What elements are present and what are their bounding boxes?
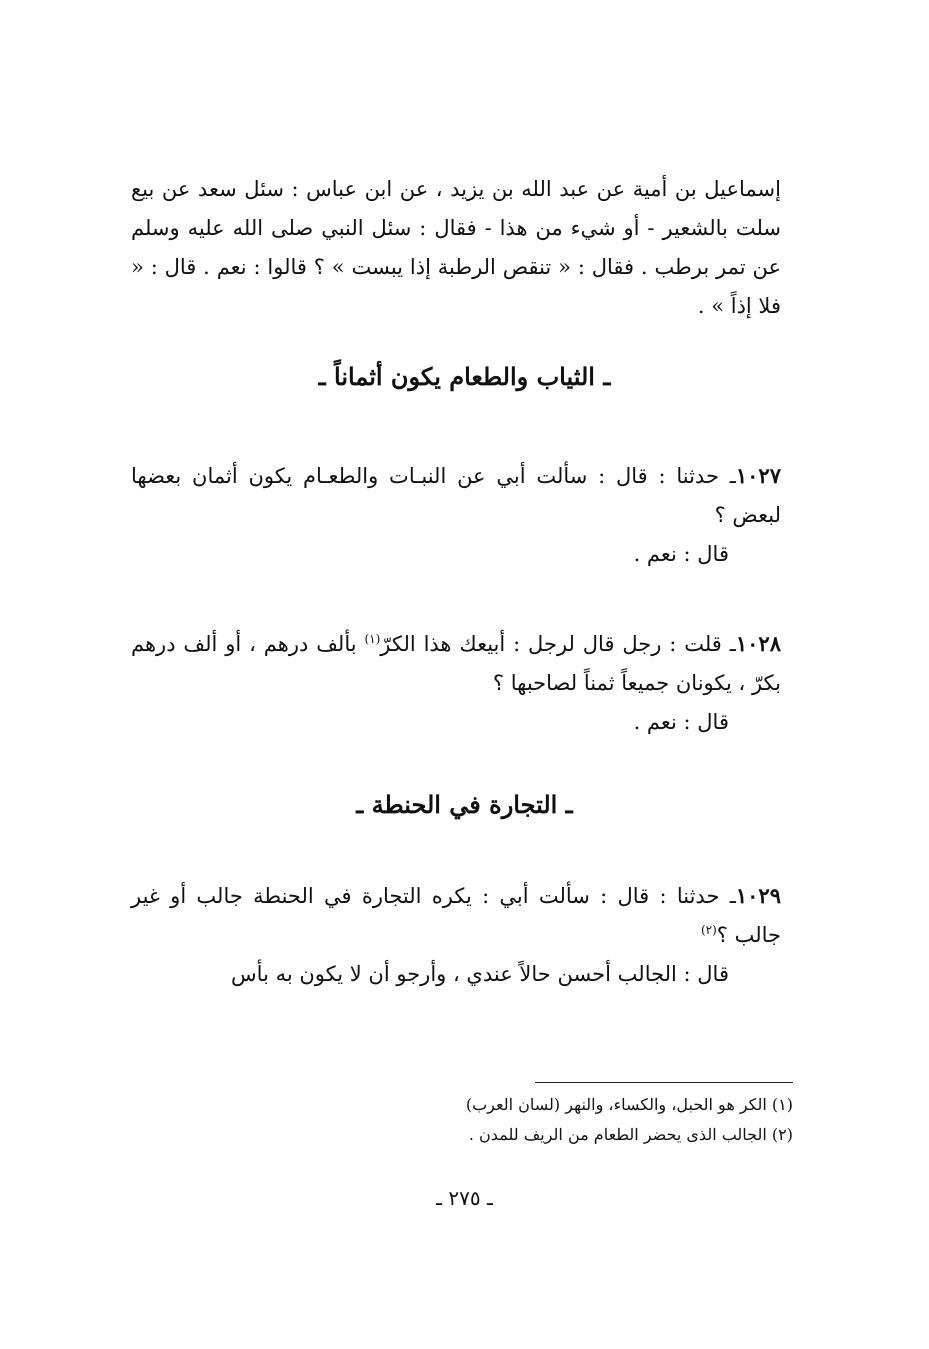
section-heading-wheat-trade: ـ التجارة في الحنطة ـ	[356, 790, 573, 819]
footnote-divider	[535, 1082, 793, 1083]
entry-question	[131, 624, 781, 703]
entry-1029	[131, 876, 781, 994]
entry-question-text: ـ حدثنا : قال : سألت أبي عن النبـات والطعـام يكون أثمان بعضها لبعض ؟	[131, 464, 781, 527]
entry-answer: قال : الجالب أحسن حالاً عندي ، وأرجو أن لا يكون به بأس	[231, 962, 729, 986]
entry-answer: قال : نعم .	[633, 710, 729, 734]
entry-question	[131, 876, 781, 955]
entry-number: ١٠٢٩	[735, 883, 781, 908]
footnote-ref-1: (١)	[364, 632, 381, 646]
footnote-2: (٢) الجالب الذى يحضر الطعام من الريف للمدن .	[468, 1125, 793, 1144]
footnote-ref-2: (٢)	[700, 923, 717, 937]
entry-question-text-part1: ـ قلت : رجل قال لرجل : أبيعك هذا الكرّ	[380, 632, 736, 656]
entry-question-text: ـ حدثنا : قال : سألت أبي : يكره التجارة في الحنطة جالب أو غير جالب ؟	[131, 884, 781, 947]
page-number: ـ ٢٧٥ ـ	[436, 1186, 493, 1210]
footnote-1: (١) الكر هو الحبل، والكساء، والنهر (لسان العرب)	[465, 1095, 793, 1114]
entry-1028	[131, 624, 781, 742]
entry-number: ١٠٢٧	[735, 463, 781, 488]
entry-question	[131, 456, 781, 535]
section-heading-clothes-food: ـ الثياب والطعام يكون أثماناً ـ	[318, 362, 611, 391]
intro-paragraph: إسماعيل بن أمية عن عبد الله بن يزيد ، عن ابن عباس : سئل سعد عن بيع سلت بالشعير - أو شيء من هذا - فقال : سئل النبي صلى الله عليه وسلم عن تمر برطب . فقال : « تنقص الرطبة إذا يبست » ؟ قالوا : نعم . قال : « فلا إذاً » .	[131, 177, 781, 318]
entry-1027	[131, 456, 781, 574]
entry-question-text-part2: بألف درهم ، أو ألف درهم بكرّ ، يكونان جميعاً ثمناً لصاحبها ؟	[131, 632, 781, 695]
footnotes	[173, 1090, 793, 1150]
entry-answer: قال : نعم .	[633, 542, 729, 566]
entry-number: ١٠٢٨	[735, 631, 781, 656]
